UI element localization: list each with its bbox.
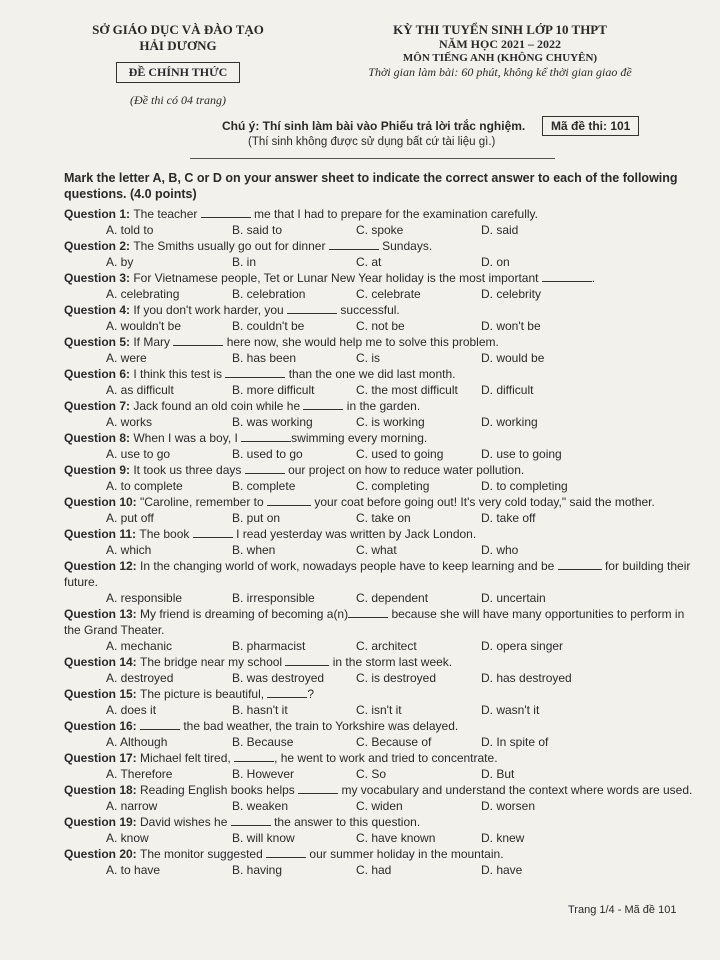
question-item — [64, 334, 694, 366]
question-stem — [64, 238, 694, 254]
question-label: Question 16: — [64, 719, 141, 733]
answer-blank — [140, 719, 180, 730]
stem-text: in the garden. — [343, 399, 421, 413]
option-c: C. not be — [356, 319, 405, 333]
option-b: B. used to go — [232, 447, 303, 461]
question-item — [64, 430, 694, 462]
stem-text: Jack found an old coin while he — [133, 399, 304, 413]
options-row — [64, 286, 694, 302]
question-item — [64, 558, 694, 606]
option-d: D. In spite of — [481, 735, 549, 749]
stem-text: The picture is beautiful, — [140, 687, 268, 701]
option-d: D. said — [481, 223, 519, 237]
question-label: Question 17: — [64, 751, 141, 765]
option-b: B. in — [232, 255, 257, 269]
question-stem — [64, 462, 694, 478]
department-name: SỞ GIÁO DỤC VÀ ĐÀO TẠO — [92, 22, 264, 37]
options-row — [64, 638, 694, 654]
stem-text: When I was a boy, I — [133, 431, 242, 445]
stem-text: Sundays. — [378, 239, 433, 253]
option-d: D. won't be — [481, 319, 541, 333]
question-label: Question 1: — [64, 207, 134, 221]
stem-text: David wishes he — [140, 815, 231, 829]
option-c: C. take on — [356, 511, 411, 525]
answer-blank — [231, 815, 271, 826]
option-a: A. know — [106, 831, 149, 845]
option-a: A. which — [106, 543, 152, 557]
option-a: A. Therefore — [106, 767, 173, 781]
question-stem — [64, 526, 694, 542]
question-label: Question 12: — [64, 559, 141, 573]
question-item — [64, 846, 694, 878]
option-c: C. spoke — [356, 223, 404, 237]
answer-blank — [303, 399, 343, 410]
instruction-text: Mark the letter A, B, C or D on your answer sheet to indicate the correct answer to each of the following questions. (4.0 points) — [64, 171, 678, 201]
answer-blank — [245, 463, 285, 474]
header-left — [88, 22, 268, 108]
question-item — [64, 750, 694, 782]
options-row — [64, 414, 694, 430]
option-a: A. does it — [106, 703, 157, 717]
option-c: C. the most difficult — [356, 383, 458, 397]
option-d: D. take off — [481, 511, 536, 525]
option-d: D. difficult — [481, 383, 534, 397]
option-d: D. who — [481, 543, 519, 557]
options-row — [64, 734, 694, 750]
question-item — [64, 302, 694, 334]
option-a: A. Although — [106, 735, 168, 749]
option-a: A. to have — [106, 863, 161, 877]
exam-title: KỲ THI TUYỂN SINH LỚP 10 THPT — [393, 22, 607, 37]
question-label: Question 13: — [64, 607, 141, 621]
question-stem — [64, 334, 694, 350]
stem-text: in the storm last week. — [329, 655, 453, 669]
question-stem — [64, 494, 694, 510]
option-a: A. to complete — [106, 479, 183, 493]
option-b: B. hasn't it — [232, 703, 288, 717]
stem-text: Reading English books helps — [140, 783, 299, 797]
options-row — [64, 542, 694, 558]
options-row — [64, 222, 694, 238]
options-row — [64, 862, 694, 878]
stem-text: It took us three days — [133, 463, 245, 477]
stem-text: ? — [307, 687, 315, 701]
question-item — [64, 206, 694, 238]
question-item — [64, 686, 694, 718]
option-a: A. destroyed — [106, 671, 174, 685]
option-d: D. would be — [481, 351, 545, 365]
options-row — [64, 766, 694, 782]
option-d: D. But — [481, 767, 515, 781]
official-badge: ĐỀ CHÍNH THỨC — [116, 62, 241, 83]
question-stem — [64, 686, 694, 702]
question-label: Question 20: — [64, 847, 141, 861]
option-d: D. working — [481, 415, 538, 429]
stem-text: "Caroline, remember to — [140, 495, 267, 509]
option-c: C. used to going — [356, 447, 444, 461]
stem-text: here now, she would help me to solve this problem. — [223, 335, 499, 349]
options-row — [64, 446, 694, 462]
option-a: A. use to go — [106, 447, 171, 461]
question-label: Question 15: — [64, 687, 141, 701]
option-c: C. had — [356, 863, 392, 877]
option-b: B. having — [232, 863, 283, 877]
stem-text: the bad weather, the train to Yorkshire was delayed. — [180, 719, 459, 733]
option-c: C. celebrate — [356, 287, 421, 301]
option-a: A. put off — [106, 511, 154, 525]
stem-text: , he went to work and tried to concentrate. — [274, 751, 498, 765]
answer-blank — [266, 847, 306, 858]
answer-blank — [267, 495, 311, 506]
answer-blank — [298, 783, 338, 794]
option-d: D. on — [481, 255, 510, 269]
time-limit: Thời gian làm bài: 60 phút, không kể thời gian giao đề — [368, 65, 632, 79]
question-label: Question 7: — [64, 399, 134, 413]
answer-sheet-note: Chú ý: Thí sinh làm bài vào Phiếu trả lời trắc nghiệm. — [222, 119, 526, 133]
answer-blank — [329, 239, 379, 250]
stem-text: the answer to this question. — [270, 815, 421, 829]
question-item — [64, 238, 694, 270]
stem-text: successful. — [337, 303, 400, 317]
option-a: A. mechanic — [106, 639, 173, 653]
stem-text: our project on how to reduce water pollution. — [284, 463, 525, 477]
option-c: C. is working — [356, 415, 425, 429]
options-row — [64, 254, 694, 270]
question-stem — [64, 750, 694, 766]
answer-blank — [348, 607, 388, 618]
option-b: B. Because — [232, 735, 294, 749]
option-a: A. told to — [106, 223, 154, 237]
option-b: B. was destroyed — [232, 671, 325, 685]
answer-blank — [193, 527, 233, 538]
question-stem — [64, 846, 694, 862]
option-c: C. dependent — [356, 591, 429, 605]
options-row — [64, 510, 694, 526]
stem-text: swimming every morning. — [291, 431, 428, 445]
option-b: B. weaken — [232, 799, 289, 813]
question-item — [64, 606, 694, 654]
subject-name: MÔN TIẾNG ANH (KHÔNG CHUYÊN) — [402, 52, 598, 64]
options-row — [64, 478, 694, 494]
option-a: A. narrow — [106, 799, 158, 813]
option-d: D. knew — [481, 831, 525, 845]
question-list — [64, 206, 694, 878]
question-label: Question 5: — [64, 335, 134, 349]
question-item — [64, 270, 694, 302]
option-c: C. widen — [356, 799, 403, 813]
stem-text: Michael felt tired, — [140, 751, 235, 765]
option-d: D. have — [481, 863, 523, 877]
question-label: Question 2: — [64, 239, 134, 253]
stem-text: for building their future. — [64, 559, 691, 589]
option-d: D. celebrity — [481, 287, 542, 301]
option-c: C. is destroyed — [356, 671, 437, 685]
question-label: Question 4: — [64, 303, 134, 317]
stem-text: I think this test is — [133, 367, 226, 381]
option-b: B. However — [232, 767, 295, 781]
option-a: A. were — [106, 351, 147, 365]
exam-code: Mã đề thi: 101 — [542, 116, 639, 136]
stem-text: my vocabulary and understand the context where words are used. — [338, 783, 693, 797]
question-stem — [64, 782, 694, 798]
option-d: D. to completing — [481, 479, 568, 493]
answer-blank — [173, 335, 223, 346]
answer-blank — [225, 367, 285, 378]
question-label: Question 11: — [64, 527, 140, 541]
question-item — [64, 718, 694, 750]
question-label: Question 6: — [64, 367, 134, 381]
question-item — [64, 398, 694, 430]
options-row — [64, 798, 694, 814]
option-c: C. So — [356, 767, 387, 781]
option-c: C. what — [356, 543, 397, 557]
stem-text: If you don't work harder, you — [133, 303, 288, 317]
question-stem — [64, 206, 694, 222]
question-item — [64, 814, 694, 846]
question-item — [64, 494, 694, 526]
question-label: Question 14: — [64, 655, 141, 669]
option-b: B. couldn't be — [232, 319, 305, 333]
option-a: A. celebrating — [106, 287, 180, 301]
option-b: B. complete — [232, 479, 296, 493]
question-item — [64, 782, 694, 814]
option-b: B. celebration — [232, 287, 306, 301]
option-d: D. has destroyed — [481, 671, 572, 685]
question-stem — [64, 718, 694, 734]
stem-text: The Smiths usually go out for dinner — [133, 239, 329, 253]
question-stem — [64, 430, 694, 446]
stem-text: For Vietnamese people, Tet or Lunar New Year holiday is the most important — [133, 271, 542, 285]
answer-blank — [285, 655, 329, 666]
header-divider — [190, 158, 555, 159]
stem-text: The bridge near my school — [140, 655, 286, 669]
option-a: A. as difficult — [106, 383, 174, 397]
option-c: C. architect — [356, 639, 417, 653]
option-d: D. wasn't it — [481, 703, 540, 717]
stem-text: because she will have many opportunities to perform in the Grand Theater. — [64, 607, 685, 637]
materials-note: (Thí sinh không được sử dụng bất cứ tài liệu gì.) — [248, 136, 496, 148]
page-count-note: (Đề thi có 04 trang) — [130, 93, 226, 107]
stem-text: your coat before going out! It's very cold today," said the mother. — [311, 495, 655, 509]
stem-text: The teacher — [133, 207, 201, 221]
answer-blank — [287, 303, 337, 314]
option-b: B. when — [232, 543, 276, 557]
answer-blank — [542, 271, 592, 282]
option-a: A. responsible — [106, 591, 183, 605]
stem-text: My friend is dreaming of becoming a(n) — [140, 607, 349, 621]
question-label: Question 3: — [64, 271, 134, 285]
stem-text: I read yesterday was written by Jack London. — [232, 527, 477, 541]
stem-text: If Mary — [133, 335, 174, 349]
option-d: D. opera singer — [481, 639, 564, 653]
question-stem — [64, 302, 694, 318]
answer-blank — [241, 431, 291, 442]
answer-blank — [267, 687, 307, 698]
header-right — [350, 22, 650, 79]
answer-blank — [201, 207, 251, 218]
stem-text: than the one we did last month. — [285, 367, 456, 381]
school-year: NĂM HỌC 2021 – 2022 — [439, 37, 561, 51]
stem-text: The monitor suggested — [140, 847, 267, 861]
option-c: C. is — [356, 351, 380, 365]
question-item — [64, 654, 694, 686]
question-stem — [64, 398, 694, 414]
stem-text: The book — [139, 527, 193, 541]
answer-blank — [234, 751, 274, 762]
options-row — [64, 350, 694, 366]
option-b: B. has been — [232, 351, 297, 365]
question-item — [64, 526, 694, 558]
option-b: B. said to — [232, 223, 283, 237]
stem-text: me that I had to prepare for the examination carefully. — [250, 207, 538, 221]
option-b: B. will know — [232, 831, 295, 845]
option-a: A. works — [106, 415, 153, 429]
question-item — [64, 462, 694, 494]
province-name: HẢI DƯƠNG — [139, 38, 217, 53]
answer-blank — [558, 559, 602, 570]
stem-text: . — [591, 271, 596, 285]
question-label: Question 18: — [64, 783, 141, 797]
question-label: Question 19: — [64, 815, 141, 829]
question-stem — [64, 654, 694, 670]
options-row — [64, 590, 694, 606]
question-stem — [64, 814, 694, 830]
page-footer: Trang 1/4 - Mã đề 101 — [568, 904, 677, 916]
option-d: D. worsen — [481, 799, 536, 813]
option-b: B. was working — [232, 415, 313, 429]
option-c: C. completing — [356, 479, 430, 493]
option-c: C. have known — [356, 831, 436, 845]
question-stem — [64, 606, 694, 638]
question-label: Question 10: — [64, 495, 141, 509]
question-stem — [64, 558, 694, 590]
option-d: D. uncertain — [481, 591, 546, 605]
option-c: C. Because of — [356, 735, 432, 749]
options-row — [64, 830, 694, 846]
options-row — [64, 670, 694, 686]
option-a: A. by — [106, 255, 134, 269]
option-b: B. irresponsible — [232, 591, 315, 605]
option-d: D. use to going — [481, 447, 562, 461]
option-c: C. at — [356, 255, 382, 269]
question-stem — [64, 270, 694, 286]
question-label: Question 8: — [64, 431, 134, 445]
options-row — [64, 382, 694, 398]
option-a: A. wouldn't be — [106, 319, 182, 333]
option-b: B. more difficult — [232, 383, 315, 397]
option-b: B. pharmacist — [232, 639, 306, 653]
stem-text: In the changing world of work, nowadays people have to keep learning and be — [140, 559, 558, 573]
option-c: C. isn't it — [356, 703, 402, 717]
question-item — [64, 366, 694, 398]
option-b: B. put on — [232, 511, 281, 525]
stem-text: our summer holiday in the mountain. — [306, 847, 504, 861]
options-row — [64, 318, 694, 334]
question-stem — [64, 366, 694, 382]
options-row — [64, 702, 694, 718]
question-label: Question 9: — [64, 463, 134, 477]
